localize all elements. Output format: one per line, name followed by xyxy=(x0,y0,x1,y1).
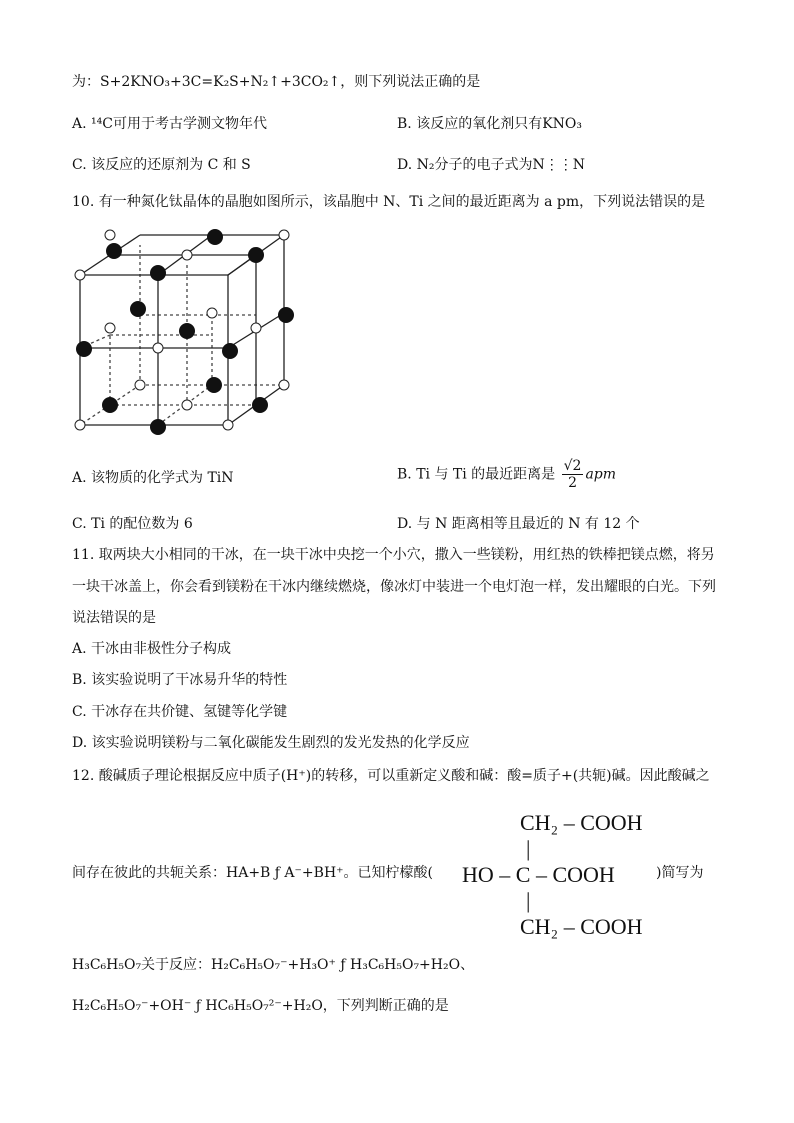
citric-acid-structure xyxy=(462,810,643,940)
structure-middle: HO – C – COOH xyxy=(462,862,615,887)
q12-stem-line2-prefix: 间存在彼此的共轭关系：HA+B ƒ A⁻+BH⁺。已知柠檬酸( xyxy=(72,865,433,881)
q10-option-d: D. 与 N 距离相等且最近的 N 有 12 个 xyxy=(397,516,640,532)
q9-option-d: D. N₂分子的电子式为N⋮⋮N xyxy=(397,157,585,173)
structure-bar-bottom: | xyxy=(526,888,531,913)
q12-stem-line3: H₃C₆H₅O₇关于反应：H₂C₆H₅O₇⁻+H₃O⁺ ƒ H₃C₆H₅O₇+H₂O、 xyxy=(72,957,475,973)
fraction-denominator: 2 xyxy=(568,475,577,491)
q10-option-b-prefix: B. Ti 与 Ti 的最近距离是 xyxy=(397,466,556,483)
fraction xyxy=(562,458,584,491)
q10-option-b-suffix: apm xyxy=(585,466,617,483)
q10-stem: 10. 有一种氮化钛晶体的晶胞如图所示，该晶胞中 N、Ti 之间的最近距离为 a pm，下列说法错误的是 xyxy=(72,194,706,210)
q9-option-c: C. 该反应的还原剂为 C 和 S xyxy=(72,157,251,173)
q10-option-c: C. Ti 的配位数为 6 xyxy=(72,516,193,532)
q9-prefix: 为： xyxy=(72,74,100,90)
q9-option-a: A. ¹⁴C可用于考古学测文物年代 xyxy=(72,116,267,132)
q11-option-c: C. 干冰存在共价键、氢键等化学键 xyxy=(72,704,288,720)
q11-stem-line1: 11. 取两块大小相同的干冰，在一块干冰中央挖一个小穴，撒入一些镁粉，用红热的铁棒把镁点燃，将另 xyxy=(72,547,715,563)
q12-stem-line2-suffix: )简写为 xyxy=(656,865,704,881)
q11-stem-line2: 一块干冰盖上，你会看到镁粉在干冰内继续燃烧，像冰灯中装进一个电灯泡一样，发出耀眼的白光。下列 xyxy=(72,579,716,595)
q9-option-b: B. 该反应的氧化剂只有KNO₃ xyxy=(397,116,582,132)
q9-equation: S+2KNO₃+3C=K₂S+N₂↑+3CO₂↑ xyxy=(100,74,341,90)
q11-option-b: B. 该实验说明了干冰易升华的特性 xyxy=(72,672,288,688)
q11-option-d: D. 该实验说明镁粉与二氧化碳能发生剧烈的发光发热的化学反应 xyxy=(72,735,470,751)
q10-option-a: A. 该物质的化学式为 TiN xyxy=(72,470,234,486)
q12-stem-line4: H₂C₆H₅O₇⁻+OH⁻ ƒ HC₆H₅O₇²⁻+H₂O，下列判断正确的是 xyxy=(72,998,449,1014)
fraction-numerator: √2 xyxy=(563,458,582,474)
q10-option-b xyxy=(397,458,616,491)
crystal-cell-diagram xyxy=(70,225,310,440)
structure-bar-top: | xyxy=(526,836,531,861)
q9-suffix: ，则下列说法正确的是 xyxy=(340,74,481,90)
q11-option-a: A. 干冰由非极性分子构成 xyxy=(72,641,232,657)
q12-stem-line1: 12. 酸碱质子理论根据反应中质子(H⁺)的转移，可以重新定义酸和碱：酸=质子+(共轭)碱。因此酸碱之 xyxy=(72,768,710,784)
structure-bottom: CH₂ – COOH xyxy=(520,914,643,939)
q11-stem-line3: 说法错误的是 xyxy=(72,610,156,626)
structure-top: CH₂ – COOH xyxy=(520,810,643,835)
q9-stem xyxy=(72,72,480,92)
